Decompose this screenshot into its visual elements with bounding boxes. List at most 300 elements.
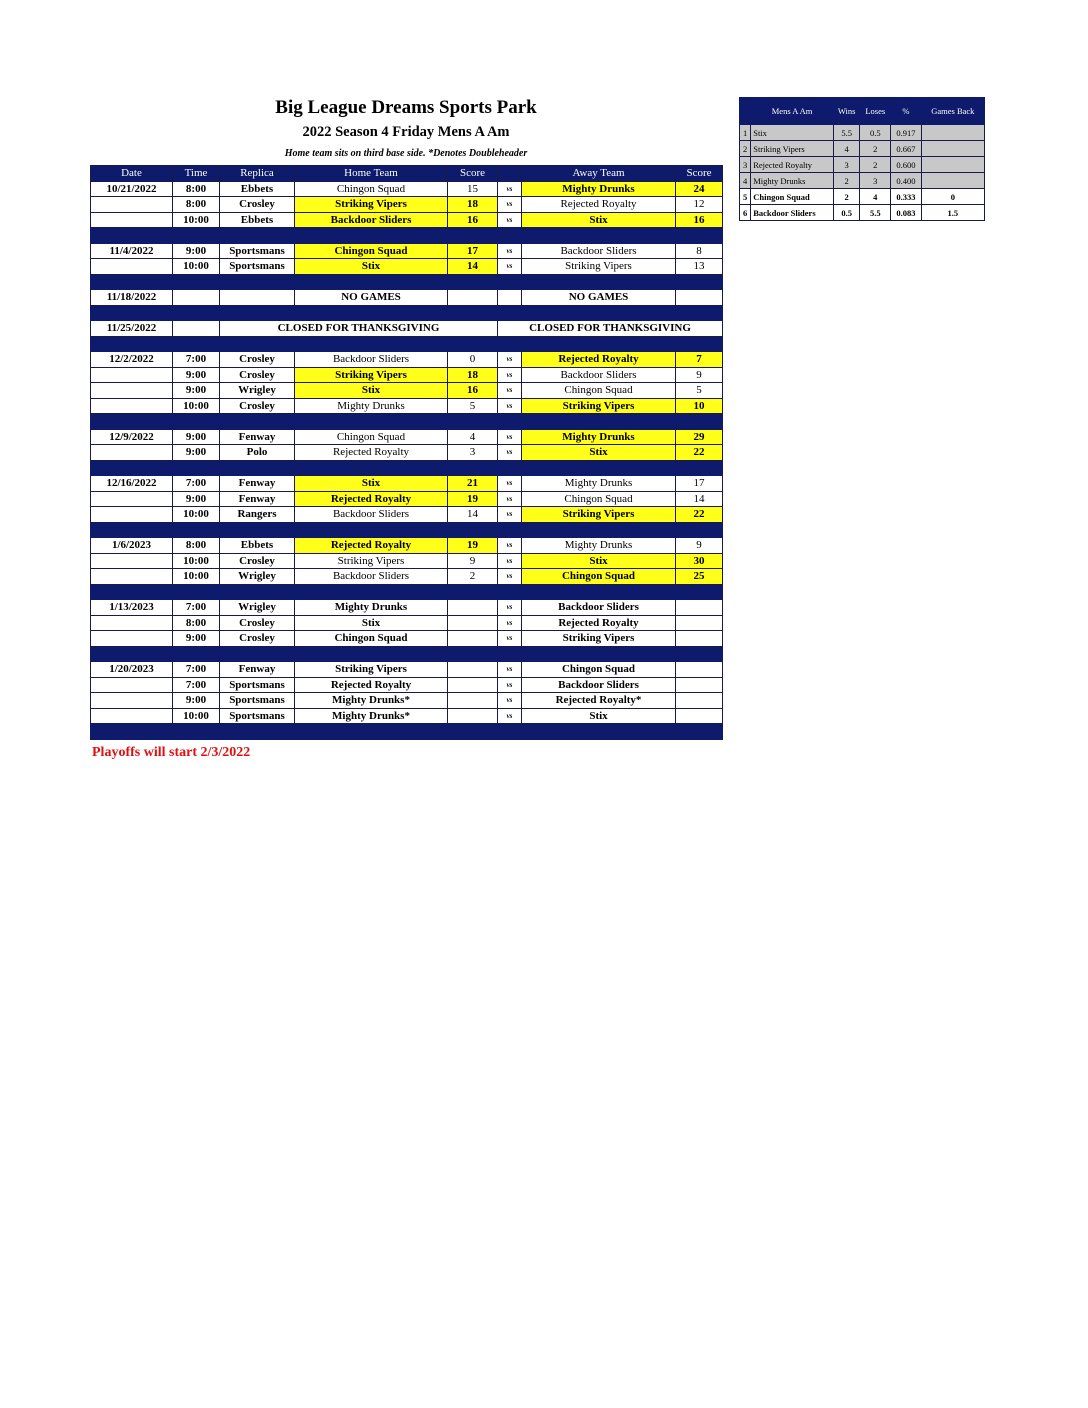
- game-time: 10:00: [173, 212, 220, 228]
- team-name: Stix: [751, 125, 834, 141]
- home-score: 14: [448, 259, 498, 275]
- vs-label: vs: [498, 476, 522, 492]
- schedule-row: [91, 631, 723, 647]
- separator-cell: [522, 336, 676, 352]
- away-team: Stix: [522, 445, 676, 461]
- game-time: 9:00: [173, 445, 220, 461]
- separator-cell: [173, 460, 220, 476]
- game-replica: Fenway: [220, 476, 295, 492]
- col-time: Time: [173, 166, 220, 182]
- team-losses: 2: [860, 141, 891, 157]
- game-replica: Wrigley: [220, 600, 295, 616]
- game-date: [91, 569, 173, 585]
- week-separator: [91, 584, 723, 600]
- separator-cell: [522, 414, 676, 430]
- home-score: 19: [448, 538, 498, 554]
- schedule-row: [91, 708, 723, 724]
- game-time: 10:00: [173, 708, 220, 724]
- home-score: 15: [448, 181, 498, 197]
- team-pct: 0.917: [891, 125, 922, 141]
- game-time: [173, 290, 220, 306]
- vs-label: vs: [498, 615, 522, 631]
- schedule-row: [91, 507, 723, 523]
- away-team: Chingon Squad: [522, 491, 676, 507]
- game-date: [91, 693, 173, 709]
- home-score: [448, 677, 498, 693]
- game-date: 1/13/2023: [91, 600, 173, 616]
- separator-cell: [91, 414, 173, 430]
- away-score: 16: [676, 212, 723, 228]
- separator-cell: [522, 228, 676, 244]
- away-score: 8: [676, 243, 723, 259]
- home-score: 18: [448, 367, 498, 383]
- team-wins: 0.5: [833, 205, 860, 221]
- no-games-label: NO GAMES: [522, 290, 676, 306]
- game-time: 7:00: [173, 352, 220, 368]
- home-score: 14: [448, 507, 498, 523]
- separator-cell: [220, 584, 295, 600]
- separator-cell: [91, 522, 173, 538]
- away-team: Striking Vipers: [522, 398, 676, 414]
- game-date: [91, 708, 173, 724]
- home-score: 18: [448, 197, 498, 213]
- vs-label: vs: [498, 507, 522, 523]
- schedule-row: [91, 181, 723, 197]
- home-team: Backdoor Sliders: [295, 507, 448, 523]
- separator-cell: [295, 414, 448, 430]
- team-games-back: [921, 173, 984, 189]
- team-name: Striking Vipers: [751, 141, 834, 157]
- separator-cell: [91, 724, 173, 740]
- week-separator: [91, 460, 723, 476]
- vs-label: vs: [498, 383, 522, 399]
- away-score: [676, 600, 723, 616]
- away-score: 25: [676, 569, 723, 585]
- game-date: [91, 615, 173, 631]
- home-team: Stix: [295, 383, 448, 399]
- team-games-back: 1.5: [921, 205, 984, 221]
- game-replica: Crosley: [220, 197, 295, 213]
- away-team: Rejected Royalty: [522, 352, 676, 368]
- standings-header-row: [740, 98, 985, 125]
- home-score: 16: [448, 383, 498, 399]
- separator-cell: [676, 460, 723, 476]
- separator-cell: [173, 414, 220, 430]
- game-time: 9:00: [173, 631, 220, 647]
- team-losses: 5.5: [860, 205, 891, 221]
- separator-cell: [498, 584, 522, 600]
- game-replica: Crosley: [220, 352, 295, 368]
- separator-cell: [173, 584, 220, 600]
- away-team: Chingon Squad: [522, 662, 676, 678]
- separator-cell: [522, 460, 676, 476]
- home-score: 2: [448, 569, 498, 585]
- home-score: 19: [448, 491, 498, 507]
- game-time: 10:00: [173, 569, 220, 585]
- schedule-row-no-games: [91, 290, 723, 306]
- schedule-row-closed: [91, 321, 723, 337]
- standings-col-pct: %: [891, 98, 922, 125]
- home-team: Chingon Squad: [295, 631, 448, 647]
- separator-cell: [498, 336, 522, 352]
- home-team: Backdoor Sliders: [295, 212, 448, 228]
- schedule-row: [91, 352, 723, 368]
- separator-cell: [91, 646, 173, 662]
- away-score: 7: [676, 352, 723, 368]
- col-home-team: Home Team: [295, 166, 448, 182]
- separator-cell: [220, 336, 295, 352]
- team-rank: 2: [740, 141, 751, 157]
- separator-cell: [448, 724, 498, 740]
- separator-cell: [220, 460, 295, 476]
- away-score: 10: [676, 398, 723, 414]
- schedule-table: [90, 165, 723, 740]
- schedule-row: [91, 429, 723, 445]
- week-separator: [91, 724, 723, 740]
- vs-label: vs: [498, 553, 522, 569]
- standings-col-team: Mens A Am: [751, 98, 834, 125]
- separator-cell: [676, 228, 723, 244]
- away-score: [676, 615, 723, 631]
- separator-cell: [498, 228, 522, 244]
- vs-label: vs: [498, 538, 522, 554]
- game-date: [91, 631, 173, 647]
- home-team: Rejected Royalty: [295, 538, 448, 554]
- home-score: [448, 693, 498, 709]
- separator-cell: [448, 228, 498, 244]
- separator-cell: [498, 522, 522, 538]
- schedule-row: [91, 538, 723, 554]
- team-pct: 0.667: [891, 141, 922, 157]
- team-rank: 4: [740, 173, 751, 189]
- separator-cell: [91, 336, 173, 352]
- team-rank: 5: [740, 189, 751, 205]
- schedule-body: [91, 181, 723, 739]
- game-replica: Sportsmans: [220, 259, 295, 275]
- separator-cell: [522, 274, 676, 290]
- game-time: [173, 321, 220, 337]
- col-away-score: Score: [676, 166, 723, 182]
- team-games-back: [921, 157, 984, 173]
- vs-label: vs: [498, 212, 522, 228]
- away-score: 22: [676, 507, 723, 523]
- separator-cell: [498, 274, 522, 290]
- col-home-score: Score: [448, 166, 498, 182]
- vs-label: vs: [498, 569, 522, 585]
- away-score: 13: [676, 259, 723, 275]
- separator-cell: [448, 336, 498, 352]
- home-score: [448, 662, 498, 678]
- away-team: Stix: [522, 708, 676, 724]
- game-replica: Sportsmans: [220, 677, 295, 693]
- season-subtitle: 2022 Season 4 Friday Mens A Am: [302, 124, 510, 140]
- vs-label: vs: [498, 708, 522, 724]
- separator-cell: [220, 414, 295, 430]
- standings-row: [740, 157, 985, 173]
- vs-label: vs: [498, 662, 522, 678]
- team-name: Mighty Drunks: [751, 173, 834, 189]
- schedule-row: [91, 383, 723, 399]
- separator-cell: [448, 414, 498, 430]
- separator-cell: [295, 274, 448, 290]
- game-time: 9:00: [173, 383, 220, 399]
- separator-cell: [220, 724, 295, 740]
- schedule-row: [91, 677, 723, 693]
- no-games-label: NO GAMES: [295, 290, 448, 306]
- home-score: 16: [448, 212, 498, 228]
- away-team: Rejected Royalty: [522, 615, 676, 631]
- home-score: [448, 615, 498, 631]
- separator-cell: [220, 274, 295, 290]
- away-score: 17: [676, 476, 723, 492]
- vs-label: vs: [498, 259, 522, 275]
- separator-cell: [295, 522, 448, 538]
- game-date: 1/6/2023: [91, 538, 173, 554]
- game-replica: Fenway: [220, 491, 295, 507]
- week-separator: [91, 336, 723, 352]
- separator-cell: [676, 522, 723, 538]
- home-team: Chingon Squad: [295, 181, 448, 197]
- game-time: 9:00: [173, 243, 220, 259]
- vs-label: vs: [498, 181, 522, 197]
- schedule-row: [91, 491, 723, 507]
- separator-cell: [676, 414, 723, 430]
- game-date: [91, 383, 173, 399]
- vs-label: vs: [498, 677, 522, 693]
- game-time: 9:00: [173, 429, 220, 445]
- game-date: [91, 677, 173, 693]
- away-team: Backdoor Sliders: [522, 367, 676, 383]
- game-time: 9:00: [173, 491, 220, 507]
- separator-cell: [173, 646, 220, 662]
- away-score: 9: [676, 367, 723, 383]
- away-team: Chingon Squad: [522, 383, 676, 399]
- col-replica: Replica: [220, 166, 295, 182]
- separator-cell: [173, 274, 220, 290]
- team-wins: 2: [833, 189, 860, 205]
- game-date: 1/20/2023: [91, 662, 173, 678]
- home-score: 4: [448, 429, 498, 445]
- game-date: [91, 445, 173, 461]
- separator-cell: [498, 724, 522, 740]
- home-team: Striking Vipers: [295, 662, 448, 678]
- game-replica: [220, 290, 295, 306]
- week-separator: [91, 522, 723, 538]
- game-date: [91, 491, 173, 507]
- away-score: [676, 290, 723, 306]
- game-replica: Wrigley: [220, 383, 295, 399]
- vs-label: vs: [498, 429, 522, 445]
- separator-cell: [448, 274, 498, 290]
- home-team: Striking Vipers: [295, 553, 448, 569]
- game-time: 10:00: [173, 259, 220, 275]
- away-team: Stix: [522, 553, 676, 569]
- game-replica: Ebbets: [220, 181, 295, 197]
- separator-cell: [295, 646, 448, 662]
- standings-col-wins: Wins: [833, 98, 860, 125]
- game-time: 8:00: [173, 197, 220, 213]
- home-score: [448, 600, 498, 616]
- standings-row: [740, 173, 985, 189]
- away-team: Rejected Royalty: [522, 197, 676, 213]
- schedule-row: [91, 553, 723, 569]
- standings-row: [740, 141, 985, 157]
- separator-cell: [448, 460, 498, 476]
- game-time: 9:00: [173, 693, 220, 709]
- away-team: Mighty Drunks: [522, 181, 676, 197]
- game-time: 10:00: [173, 398, 220, 414]
- schedule-row: [91, 693, 723, 709]
- separator-cell: [173, 724, 220, 740]
- game-date: 12/9/2022: [91, 429, 173, 445]
- vs-label: vs: [498, 243, 522, 259]
- schedule-row: [91, 600, 723, 616]
- away-score: [676, 677, 723, 693]
- home-team: Rejected Royalty: [295, 491, 448, 507]
- game-date: [91, 197, 173, 213]
- game-replica: Ebbets: [220, 538, 295, 554]
- team-wins: 3: [833, 157, 860, 173]
- away-team: Backdoor Sliders: [522, 600, 676, 616]
- team-games-back: [921, 141, 984, 157]
- team-losses: 0.5: [860, 125, 891, 141]
- separator-cell: [295, 584, 448, 600]
- separator-cell: [295, 724, 448, 740]
- home-team: Mighty Drunks*: [295, 693, 448, 709]
- standings-col-losses: Loses: [860, 98, 891, 125]
- week-separator: [91, 228, 723, 244]
- away-score: 5: [676, 383, 723, 399]
- separator-cell: [173, 336, 220, 352]
- away-score: 14: [676, 491, 723, 507]
- team-pct: 0.600: [891, 157, 922, 173]
- vs-label: vs: [498, 445, 522, 461]
- separator-cell: [498, 646, 522, 662]
- team-name: Backdoor Sliders: [751, 205, 834, 221]
- separator-cell: [498, 460, 522, 476]
- separator-cell: [91, 584, 173, 600]
- team-name: Rejected Royalty: [751, 157, 834, 173]
- playoffs-notice: Playoffs will start 2/3/2022: [92, 745, 251, 760]
- game-time: 7:00: [173, 600, 220, 616]
- team-rank: 3: [740, 157, 751, 173]
- game-replica: Fenway: [220, 662, 295, 678]
- separator-cell: [295, 336, 448, 352]
- away-score: 9: [676, 538, 723, 554]
- week-separator: [91, 646, 723, 662]
- home-team: Stix: [295, 259, 448, 275]
- away-score: 24: [676, 181, 723, 197]
- game-replica: Crosley: [220, 615, 295, 631]
- vs-label: [498, 290, 522, 306]
- schedule-row: [91, 398, 723, 414]
- team-losses: 2: [860, 157, 891, 173]
- game-date: [91, 212, 173, 228]
- standings-row: [740, 189, 985, 205]
- separator-cell: [173, 305, 220, 321]
- separator-cell: [91, 274, 173, 290]
- away-team: Striking Vipers: [522, 507, 676, 523]
- schedule-row: [91, 212, 723, 228]
- vs-label: vs: [498, 631, 522, 647]
- game-replica: Crosley: [220, 553, 295, 569]
- home-score: [448, 631, 498, 647]
- schedule-row: [91, 615, 723, 631]
- game-date: [91, 507, 173, 523]
- separator-cell: [173, 522, 220, 538]
- team-pct: 0.333: [891, 189, 922, 205]
- game-date: [91, 259, 173, 275]
- separator-cell: [448, 584, 498, 600]
- separator-cell: [448, 522, 498, 538]
- separator-cell: [522, 522, 676, 538]
- team-pct: 0.400: [891, 173, 922, 189]
- team-losses: 4: [860, 189, 891, 205]
- game-time: 10:00: [173, 553, 220, 569]
- home-score: 5: [448, 398, 498, 414]
- schedule-row: [91, 569, 723, 585]
- team-wins: 2: [833, 173, 860, 189]
- vs-label: vs: [498, 197, 522, 213]
- game-replica: Sportsmans: [220, 243, 295, 259]
- vs-label: vs: [498, 600, 522, 616]
- away-score: [676, 662, 723, 678]
- game-date: 11/25/2022: [91, 321, 173, 337]
- standings-body: [740, 125, 985, 221]
- vs-label: vs: [498, 367, 522, 383]
- game-replica: Crosley: [220, 367, 295, 383]
- game-time: 7:00: [173, 662, 220, 678]
- away-score: 30: [676, 553, 723, 569]
- home-team: Striking Vipers: [295, 367, 448, 383]
- separator-cell: [220, 646, 295, 662]
- separator-cell: [676, 584, 723, 600]
- home-team: Backdoor Sliders: [295, 569, 448, 585]
- home-team: Backdoor Sliders: [295, 352, 448, 368]
- game-replica: Sportsmans: [220, 708, 295, 724]
- separator-cell: [173, 228, 220, 244]
- away-team: Striking Vipers: [522, 259, 676, 275]
- vs-label: vs: [498, 693, 522, 709]
- away-score: 29: [676, 429, 723, 445]
- schedule-row: [91, 367, 723, 383]
- home-team: Mighty Drunks: [295, 398, 448, 414]
- game-replica: Fenway: [220, 429, 295, 445]
- separator-cell: [498, 305, 522, 321]
- game-time: 7:00: [173, 677, 220, 693]
- separator-cell: [91, 305, 173, 321]
- vs-label: vs: [498, 352, 522, 368]
- standings-col-games-back: Games Back: [921, 98, 984, 125]
- team-games-back: 0: [921, 189, 984, 205]
- home-score: [448, 290, 498, 306]
- game-date: 11/18/2022: [91, 290, 173, 306]
- schedule-row: [91, 259, 723, 275]
- game-date: 12/2/2022: [91, 352, 173, 368]
- home-team: Chingon Squad: [295, 429, 448, 445]
- separator-cell: [295, 228, 448, 244]
- home-score: [448, 708, 498, 724]
- col-away-team: Away Team: [522, 166, 676, 182]
- separator-cell: [676, 336, 723, 352]
- standings-row: [740, 205, 985, 221]
- home-team: Stix: [295, 476, 448, 492]
- separator-cell: [448, 646, 498, 662]
- team-pct: 0.083: [891, 205, 922, 221]
- away-team: Backdoor Sliders: [522, 677, 676, 693]
- standings-col-rank: [740, 98, 751, 125]
- game-time: 8:00: [173, 615, 220, 631]
